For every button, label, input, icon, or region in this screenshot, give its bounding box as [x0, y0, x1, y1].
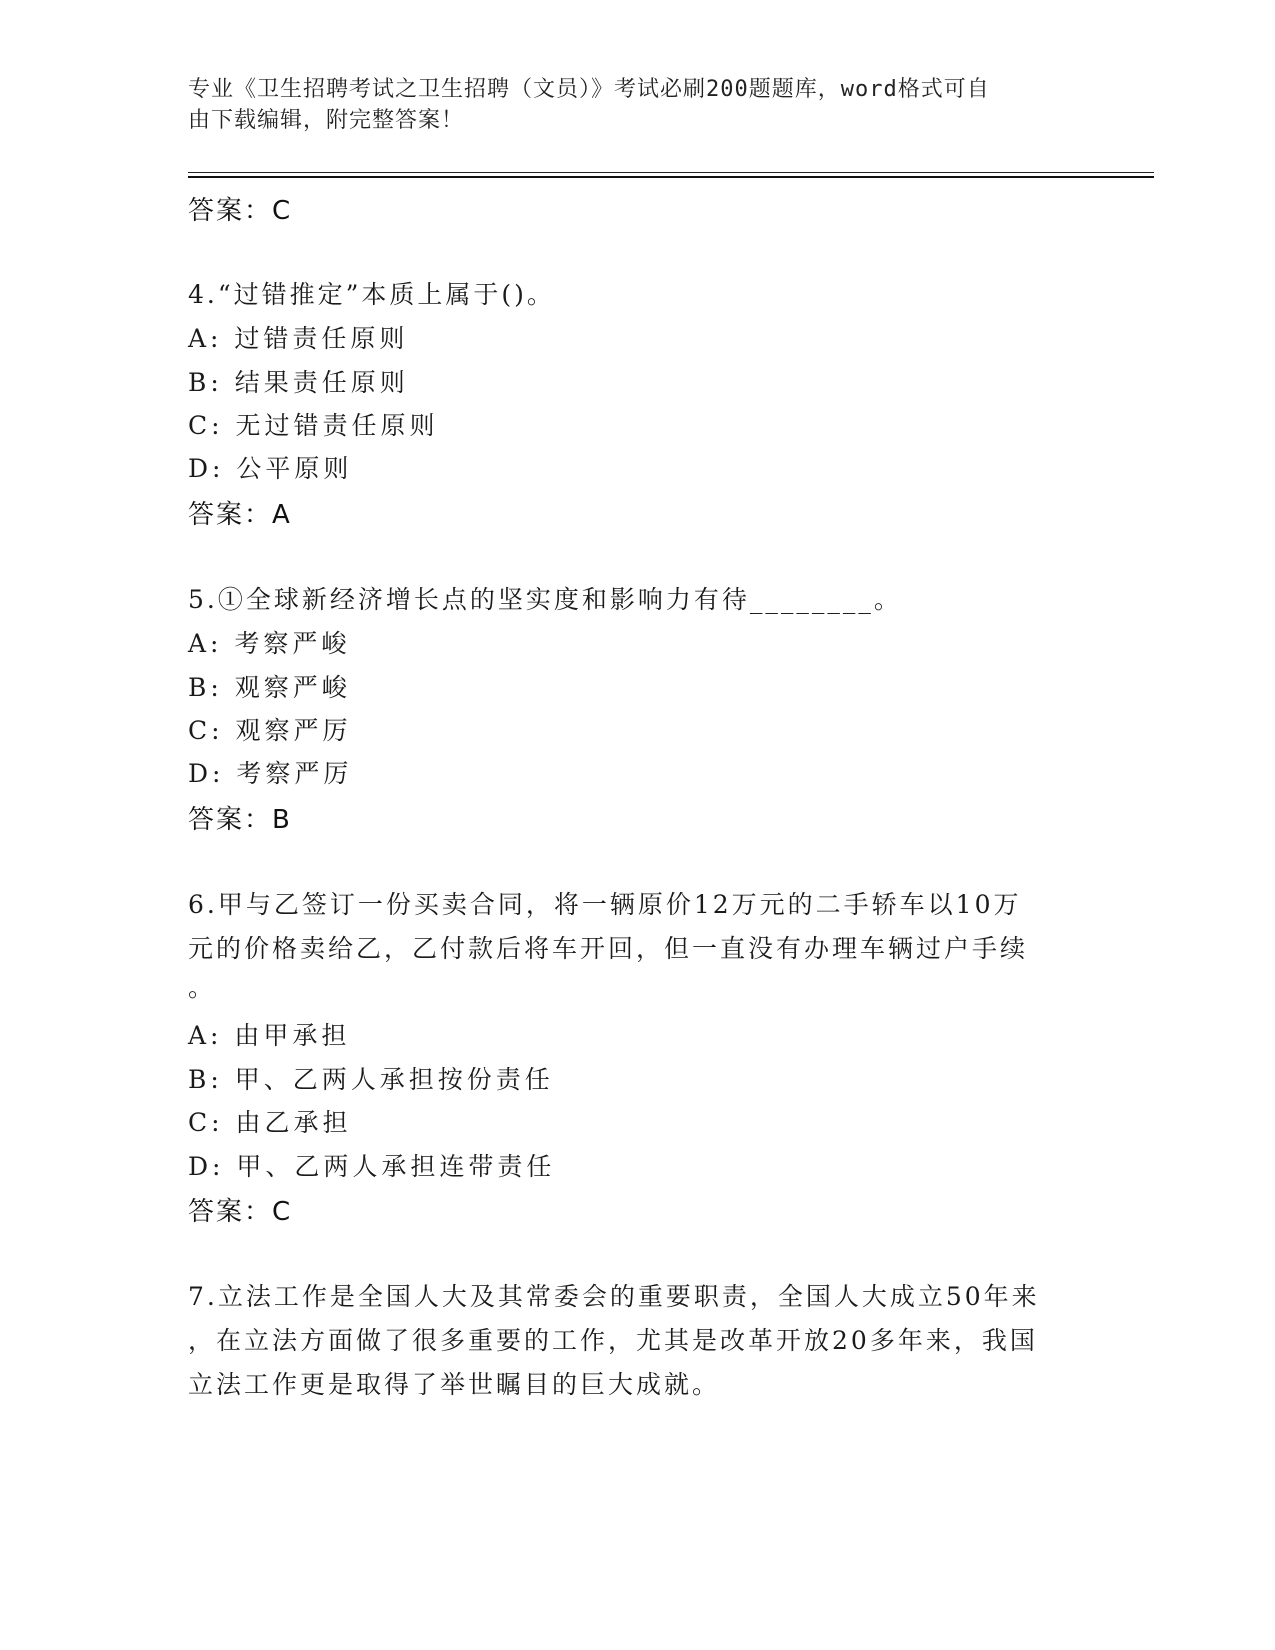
question-6-option-a: A: 由甲承担: [188, 1021, 351, 1050]
question-4-option-a: A: 过错责任原则: [188, 324, 409, 353]
header-line-2: 由下载编辑，附完整答案！: [188, 108, 465, 133]
header-rule-thick: [188, 176, 1154, 178]
question-6-stem-line-1: 6.甲与乙签订一份买卖合同，将一辆原价12万元的二手轿车以10万: [188, 890, 1022, 919]
question-5-option-b: B: 观察严峻: [188, 673, 351, 702]
question-6-option-d: D: 甲、乙两人承担连带责任: [188, 1152, 556, 1181]
question-7-stem-line-3: 立法工作更是取得了举世瞩目的巨大成就。: [188, 1370, 721, 1399]
question-6-option-b: B: 甲、乙两人承担按份责任: [188, 1065, 554, 1094]
question-7-stem-line-2: ，在立法方面做了很多重要的工作，尤其是改革开放20多年来，我国: [188, 1326, 1038, 1355]
header-line-1: 专业《卫生招聘考试之卫生招聘（文员）》考试必刷200题题库，word格式可自: [188, 77, 990, 102]
question-5-answer: 答案：B: [188, 805, 292, 835]
document-header: [188, 74, 1068, 136]
question-6-stem-line-2: 元的价格卖给乙，乙付款后将车开回，但一直没有办理车辆过户手续: [188, 934, 1029, 963]
question-4-answer: 答案：A: [188, 500, 292, 530]
question-5-option-d: D: 考察严厉: [188, 759, 353, 788]
question-6-answer: 答案：C: [188, 1197, 293, 1227]
answer-prev: 答案：C: [188, 196, 293, 226]
header-rule-thin: [188, 172, 1154, 173]
question-7-stem-line-1: 7.立法工作是全国人大及其常委会的重要职责，全国人大成立50年来: [188, 1282, 1040, 1311]
question-6-stem-line-3: 。: [188, 973, 217, 1002]
question-5-option-c: C: 观察严厉: [188, 716, 352, 745]
question-4-option-d: D: 公平原则: [188, 454, 353, 483]
question-4-option-c: C: 无过错责任原则: [188, 411, 439, 440]
question-6-option-c: C: 由乙承担: [188, 1108, 352, 1137]
question-5-option-a: A: 考察严峻: [188, 629, 351, 658]
question-4-stem: 4.“过错推定”本质上属于()。: [188, 280, 555, 309]
question-4-option-b: B: 结果责任原则: [188, 368, 409, 397]
question-5-stem: 5.①全球新经济增长点的坚实度和影响力有待________。: [188, 585, 902, 614]
